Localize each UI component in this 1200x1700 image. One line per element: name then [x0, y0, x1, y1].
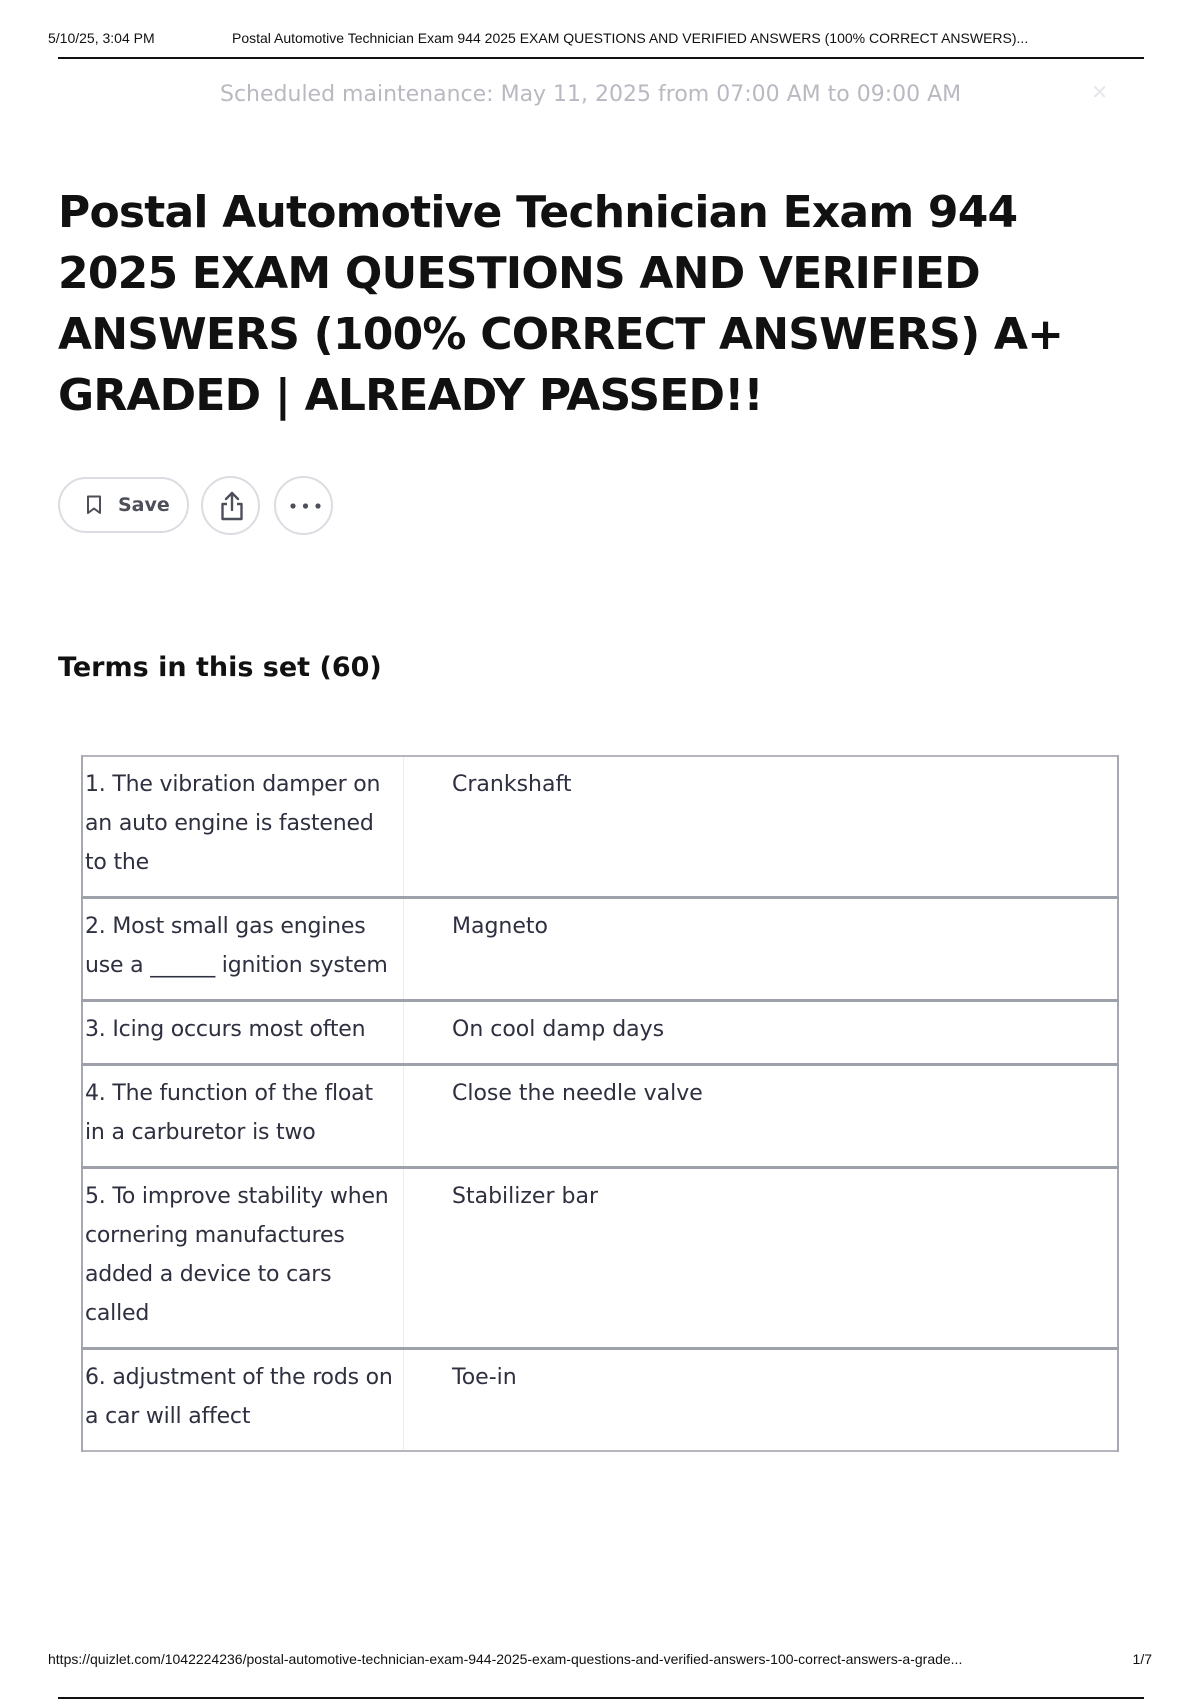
print-url: https://quizlet.com/1042224236/postal-automotive-technician-exam-944-2025-exam-questions-and-verified-answers-100-correct-answers-a-grade... [48, 1651, 963, 1667]
print-date: 5/10/25, 3:04 PM [48, 30, 155, 46]
terms-heading: Terms in this set (60) [58, 652, 382, 683]
save-button-label: Save [118, 494, 170, 516]
table-row [82, 1065, 1118, 1168]
save-button[interactable] [58, 477, 189, 533]
table-row [82, 898, 1118, 1001]
close-icon[interactable]: ✕ [1091, 80, 1108, 104]
table-row [82, 1349, 1118, 1452]
definition-cell: Close the needle valve [404, 1065, 1119, 1168]
maintenance-message: Scheduled maintenance: May 11, 2025 from 07:00 AM to 09:00 AM [220, 82, 962, 107]
print-header [48, 30, 1152, 52]
term-cell: 3. Icing occurs most often [82, 1001, 404, 1065]
header-divider [58, 57, 1144, 59]
share-button[interactable] [201, 476, 260, 535]
bookmark-icon [86, 495, 102, 515]
print-document-title: Postal Automotive Technician Exam 944 2025 EXAM QUESTIONS AND VERIFIED ANSWERS (100% CORRECT ANSWERS)... [232, 30, 1029, 46]
page-title: Postal Automotive Technician Exam 944 2025 EXAM QUESTIONS AND VERIFIED ANSWERS (100% CORRECT ANSWERS) A+ GRADED | ALREADY PASSED!! [58, 187, 1064, 421]
table-row [82, 1168, 1118, 1349]
definition-cell: Crankshaft [404, 756, 1119, 898]
terms-table [81, 755, 1119, 1452]
term-cell: 5. To improve stability when cornering manufactures added a device to cars called [82, 1168, 404, 1349]
share-icon [219, 490, 245, 522]
definition-cell: On cool damp days [404, 1001, 1119, 1065]
more-horizontal-icon [289, 503, 322, 509]
term-cell: 1. The vibration damper on an auto engine is fastened to the [82, 756, 404, 898]
more-options-button[interactable] [274, 476, 333, 535]
maintenance-banner [58, 80, 1144, 112]
table-row [82, 756, 1118, 898]
footer-divider [58, 1697, 1144, 1699]
page-number: 1/7 [1132, 1651, 1152, 1667]
term-cell: 2. Most small gas engines use a ______ ignition system [82, 898, 404, 1001]
definition-cell: Magneto [404, 898, 1119, 1001]
table-row [82, 1001, 1118, 1065]
term-cell: 6. adjustment of the rods on a car will affect [82, 1349, 404, 1452]
definition-cell: Stabilizer bar [404, 1168, 1119, 1349]
term-cell: 4. The function of the float in a carburetor is two [82, 1065, 404, 1168]
definition-cell: Toe-in [404, 1349, 1119, 1452]
